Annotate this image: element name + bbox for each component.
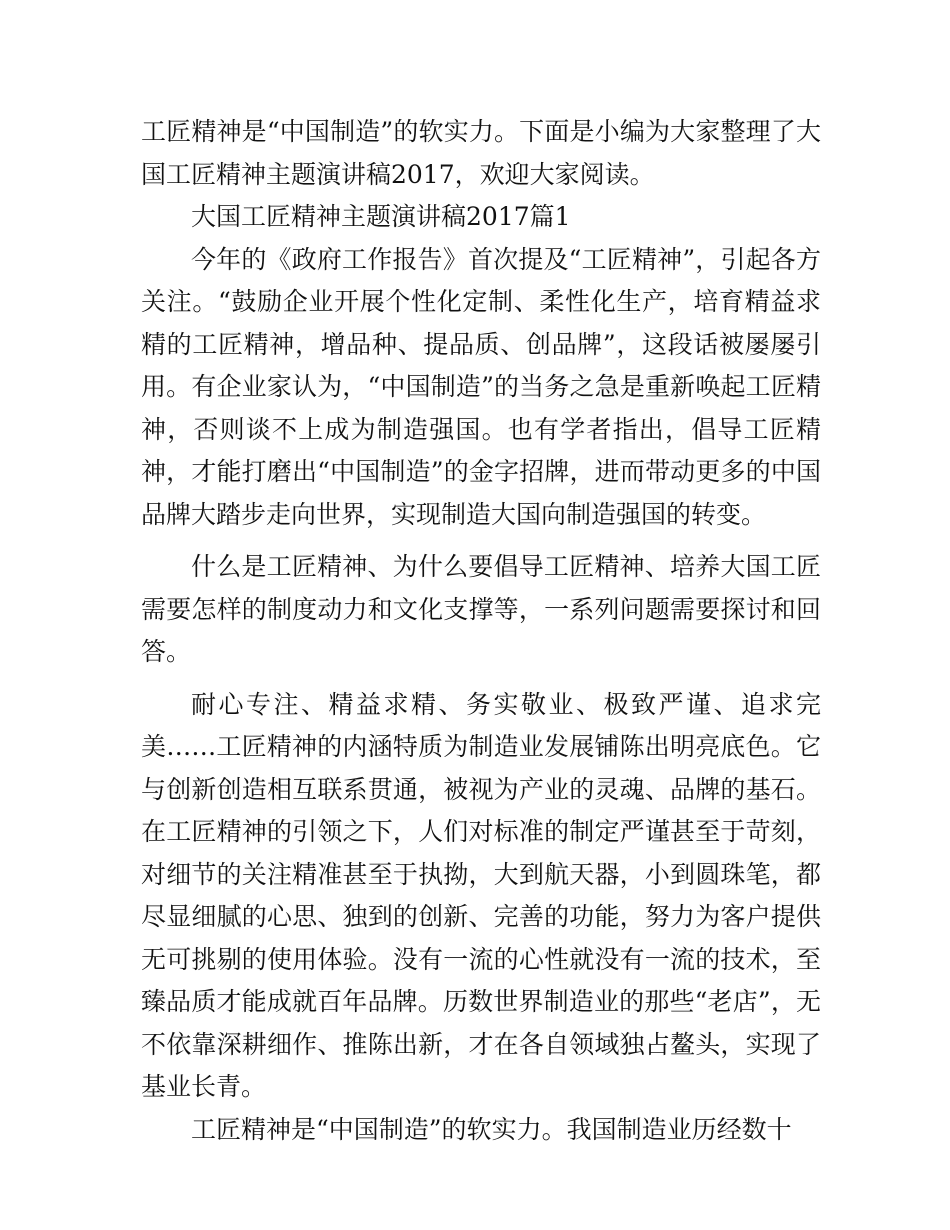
body-paragraph-1: 今年的《政府工作报告》首次提及“工匠精神”，引起各方关注。“鼓励企业开展个性化定制、柔性化生产，培育精益求精的工匠精神，增品种、提品质、创品牌”，这段话被屡屡引用。有企业家认为，“中国制造”的当务之急是重新唤起工匠精神，否则谈不上成为制造强国。也有学者指出，倡导工匠精神，才能打磨出“中国制造”的金字招牌，进而带动更多的中国品牌大踏步走向世界，实现制造大国向制造强国的转变。: [141, 244, 821, 529]
section-heading: 大国工匠精神主题演讲稿2017篇1: [191, 202, 571, 231]
body-paragraph-3: 耐心专注、精益求精、务实敬业、极致严谨、追求完美……工匠精神的内涵特质为制造业发展铺陈出明亮底色。它与创新创造相互联系贯通，被视为产业的灵魂、品牌的基石。在工匠精神的引领之下，人们对标准的制定严谨甚至于苛刻，对细节的关注精准甚至于执拗，大到航天器，小到圆珠笔，都尽显细腻的心思、独到的创新、完善的功能，努力为客户提供无可挑剔的使用体验。没有一流的心性就没有一流的技术，至臻品质才能成就百年品牌。历数世界制造业的那些“老店”，无不依靠深耕细作、推陈出新，才在各自领域独占鳌头，实现了基业长青。: [141, 689, 821, 1101]
body-paragraph-4: 工匠精神是“中国制造”的软实力。我国制造业历经数十: [191, 1114, 792, 1144]
body-paragraph-2: 什么是工匠精神、为什么要倡导工匠精神、培养大国工匠需要怎样的制度动力和文化支撑等，一系列问题需要探讨和回答。: [141, 552, 821, 666]
document-body: [141, 111, 821, 1151]
intro-paragraph: 工匠精神是“中国制造”的软实力。下面是小编为大家整理了大国工匠精神主题演讲稿2017，欢迎大家阅读。: [141, 117, 821, 189]
